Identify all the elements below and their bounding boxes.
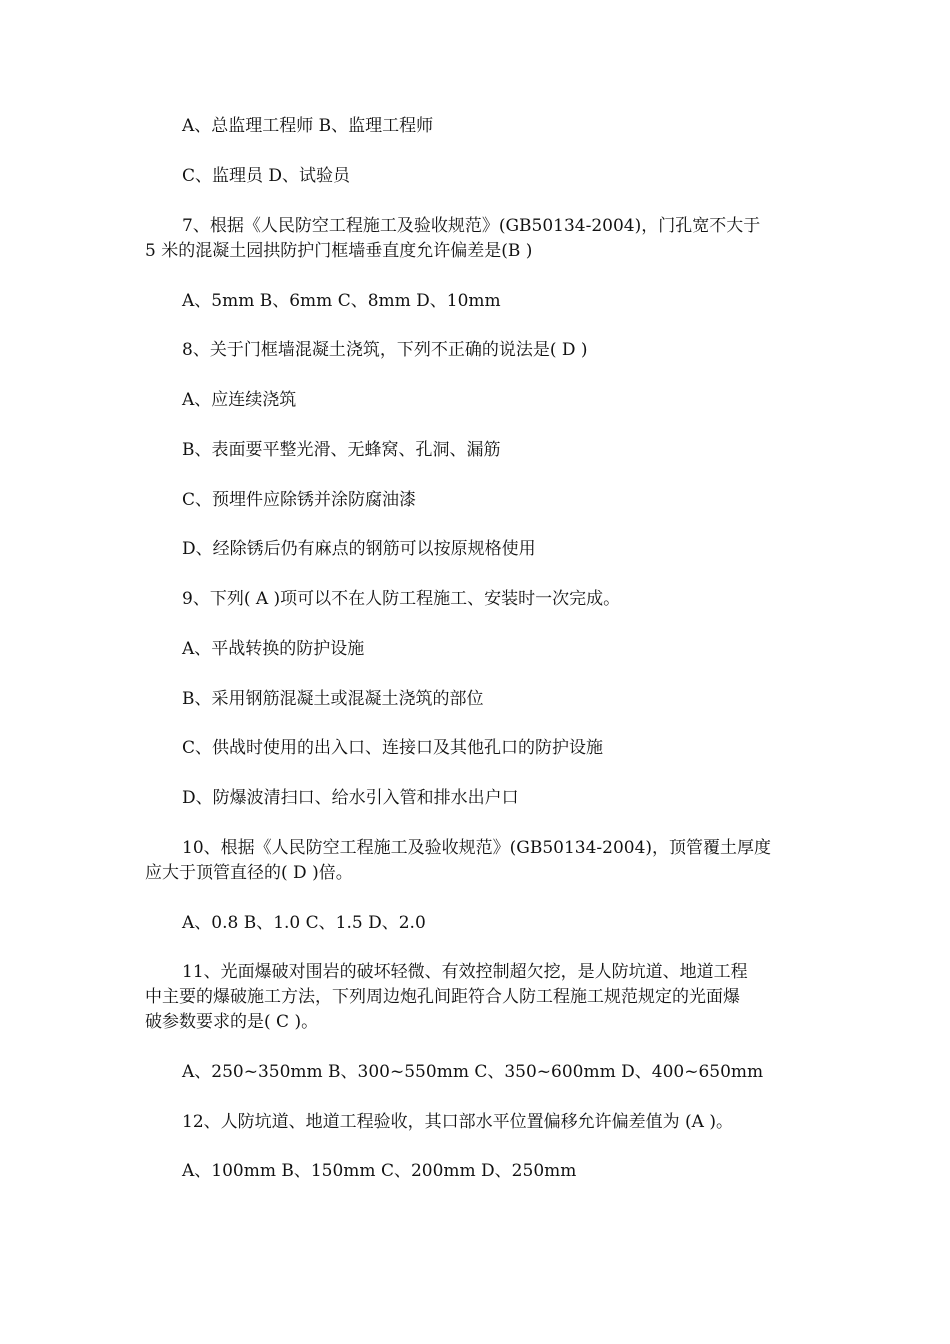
- answer-option-q9-c: C、供战时使用的出入口、连接口及其他孔口的防护设施: [182, 738, 604, 758]
- answer-option-q8-b: B、表面要平整光滑、无蜂窝、孔洞、漏筋: [182, 440, 501, 460]
- answer-option-q8-c: C、预埋件应除锈并涂防腐油漆: [182, 490, 417, 510]
- question-7-line-1: 7、根据《人民防空工程施工及验收规范》(GB50134-2004)，门孔宽不大于: [182, 216, 761, 236]
- answer-options-q6-line-2: C、监理员 D、试验员: [182, 166, 351, 186]
- answer-option-q9-d: D、防爆波清扫口、给水引入管和排水出户口: [182, 788, 519, 808]
- question-11-line-3: 破参数要求的是( C )。: [145, 1012, 319, 1032]
- answer-options-q7: A、5mm B、6mm C、8mm D、10mm: [182, 291, 501, 311]
- answer-options-q6-line-1: A、总监理工程师 B、监理工程师: [182, 116, 434, 136]
- question-10-line-2: 应大于顶管直径的( D )倍。: [145, 863, 353, 883]
- question-12: 12、人防坑道、地道工程验收，其口部水平位置偏移允许偏差值为 (A )。: [182, 1112, 733, 1132]
- question-8: 8、关于门框墙混凝土浇筑，下列不正确的说法是( D ): [182, 340, 588, 360]
- answer-option-q9-b: B、采用钢筋混凝土或混凝土浇筑的部位: [182, 689, 484, 709]
- question-10-line-1: 10、根据《人民防空工程施工及验收规范》(GB50134-2004)，顶管覆土厚度: [182, 838, 772, 858]
- question-11-line-1: 11、光面爆破对围岩的破坏轻微、有效控制超欠挖，是人防坑道、地道工程: [182, 962, 748, 982]
- answer-options-q10: A、0.8 B、1.0 C、1.5 D、2.0: [182, 913, 426, 933]
- answer-option-q9-a: A、平战转换的防护设施: [182, 639, 365, 659]
- answer-options-q12: A、100mm B、150mm C、200mm D、250mm: [182, 1161, 577, 1181]
- question-7-line-2: 5 米的混凝土园拱防护门框墙垂直度允许偏差是(B ): [145, 241, 533, 261]
- answer-option-q8-d: D、经除锈后仍有麻点的钢筋可以按原规格使用: [182, 539, 536, 559]
- answer-option-q8-a: A、应连续浇筑: [182, 390, 297, 410]
- answer-options-q11: A、250~350mm B、300~550mm C、350~600mm D、400~650mm: [182, 1062, 764, 1082]
- question-9: 9、下列( A )项可以不在人防工程施工、安装时一次完成。: [182, 589, 621, 609]
- question-11-line-2: 中主要的爆破施工方法，下列周边炮孔间距符合人防工程施工规范规定的光面爆: [145, 987, 740, 1007]
